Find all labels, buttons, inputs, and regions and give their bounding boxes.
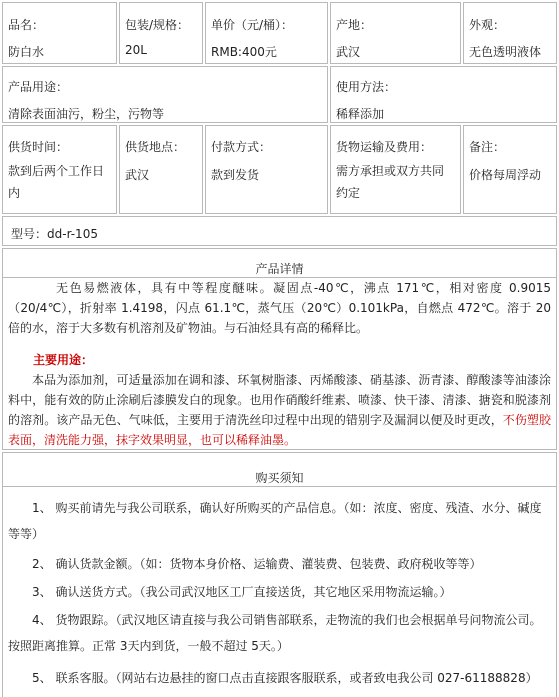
cell-product-use <box>2 66 328 123</box>
purchase-item-2: 2、 确认货款金额。（如：货物本身价格、运输费、灌装费、包装费、政府税收等等） <box>32 557 482 571</box>
value-usage-method: 稀释添加 <box>336 107 385 121</box>
value-supply-location: 武汉 <box>125 168 150 182</box>
cell-remarks <box>463 125 557 214</box>
value-payment: 款到发货 <box>211 168 260 182</box>
purchase-item-1: 1、 购买前请先与我公司联系，确认好所购买的产品信息。（如：浓度、密度、残渣、水分、碱度等等） <box>8 501 542 541</box>
purchase-title: 购买须知 <box>255 471 304 485</box>
cell-packaging <box>119 2 203 64</box>
section-purchase-notes <box>2 452 557 697</box>
section-product-details <box>2 248 557 450</box>
model-number: 型号：dd-r-105 <box>11 227 98 241</box>
label-product-use: 产品用途： <box>8 80 69 94</box>
cell-transport <box>330 125 461 214</box>
value-product-use: 清除表面油污，粉尘，污物等 <box>8 107 165 121</box>
purchase-item-5: 5、 联系客服。（网站右边悬挂的窗口点击直接跟客服联系，或者致电我公司 027-61188828） <box>32 671 538 685</box>
details-paragraph-usage <box>8 370 551 450</box>
value-packaging: 20L <box>125 43 147 57</box>
value-product-name: 防白水 <box>8 45 45 59</box>
cell-supply-location <box>119 125 203 214</box>
label-remarks: 备注： <box>469 140 506 154</box>
label-usage-method: 使用方法： <box>336 80 397 94</box>
label-payment: 付款方式： <box>211 140 272 154</box>
label-product-name: 品名： <box>8 18 45 32</box>
value-appearance: 无色透明液体 <box>469 45 542 59</box>
details-usage-text: 本品为添加剂，可适量添加在调和漆、环氧树脂漆、丙烯酸漆、硝基漆、沥青漆、醇酸漆等油漆涂料中，能有效的防止涂刷后漆膜发白的现象。也用作硝酸纤维素、喷漆、快干漆、清漆、搪瓷和脱漆剂的溶剂。该产品无色、气味低，主要用于清洗丝印过程中出现的错别字及漏洞以便及时更改， <box>8 373 551 427</box>
purchase-item-3: 3、 确认送货方式。（我公司武汉地区工厂直接送货，其它地区采用物流运输。） <box>32 585 452 599</box>
details-usage-highlight: 不伤塑胶表面，清洗能力强，抹字效果明显，也可以稀释油墨。 <box>8 413 551 447</box>
cell-model <box>2 216 557 246</box>
label-transport: 货物运输及费用： <box>336 140 433 154</box>
value-supply-time: 款到后两个工作日内 <box>8 164 105 200</box>
cell-payment <box>205 125 328 214</box>
label-packaging: 包装/规格： <box>125 18 190 32</box>
cell-unit-price <box>205 2 328 64</box>
purchase-item-4: 4、 货物跟踪。（武汉地区请直接与我公司销售部联系，走物流的我们也会根据单号问物流公司。按照距离推算。正常 3天内到货，一般不超过 5天。） <box>8 613 542 653</box>
details-title: 产品详情 <box>255 262 304 276</box>
details-paragraph-properties <box>8 278 551 338</box>
value-unit-price: RMB:400元 <box>211 45 277 59</box>
label-supply-location: 供货地点： <box>125 140 186 154</box>
label-unit-price: 单价（元/桶）： <box>211 18 294 32</box>
cell-appearance <box>463 2 557 64</box>
cell-usage-method <box>330 66 557 123</box>
value-transport: 需方承担或双方共同约定 <box>336 164 445 200</box>
details-main-use-heading <box>33 350 551 370</box>
label-origin: 产地： <box>336 18 373 32</box>
value-remarks: 价格每周浮动 <box>469 168 542 182</box>
value-origin: 武汉 <box>336 45 361 59</box>
details-properties-text: 无色易燃液体，具有中等程度醚味。凝固点-40℃，沸点 171℃，相对密度 0.9015（20/4℃），折射率 1.4198，闪点 61.1℃，蒸气压（20℃）0.101kPa，自燃点 472℃。溶于 20 倍的水，溶于大多数有机溶剂及矿物油。与石油烃具有高的稀释比。 <box>8 281 551 335</box>
purchase-divider <box>3 486 556 487</box>
main-use-heading: 主要用途： <box>33 353 94 367</box>
cell-supply-time <box>2 125 117 214</box>
cell-product-name <box>2 2 117 64</box>
cell-origin <box>330 2 461 64</box>
label-appearance: 外观： <box>469 18 506 32</box>
label-supply-time: 供货时间： <box>8 140 69 154</box>
